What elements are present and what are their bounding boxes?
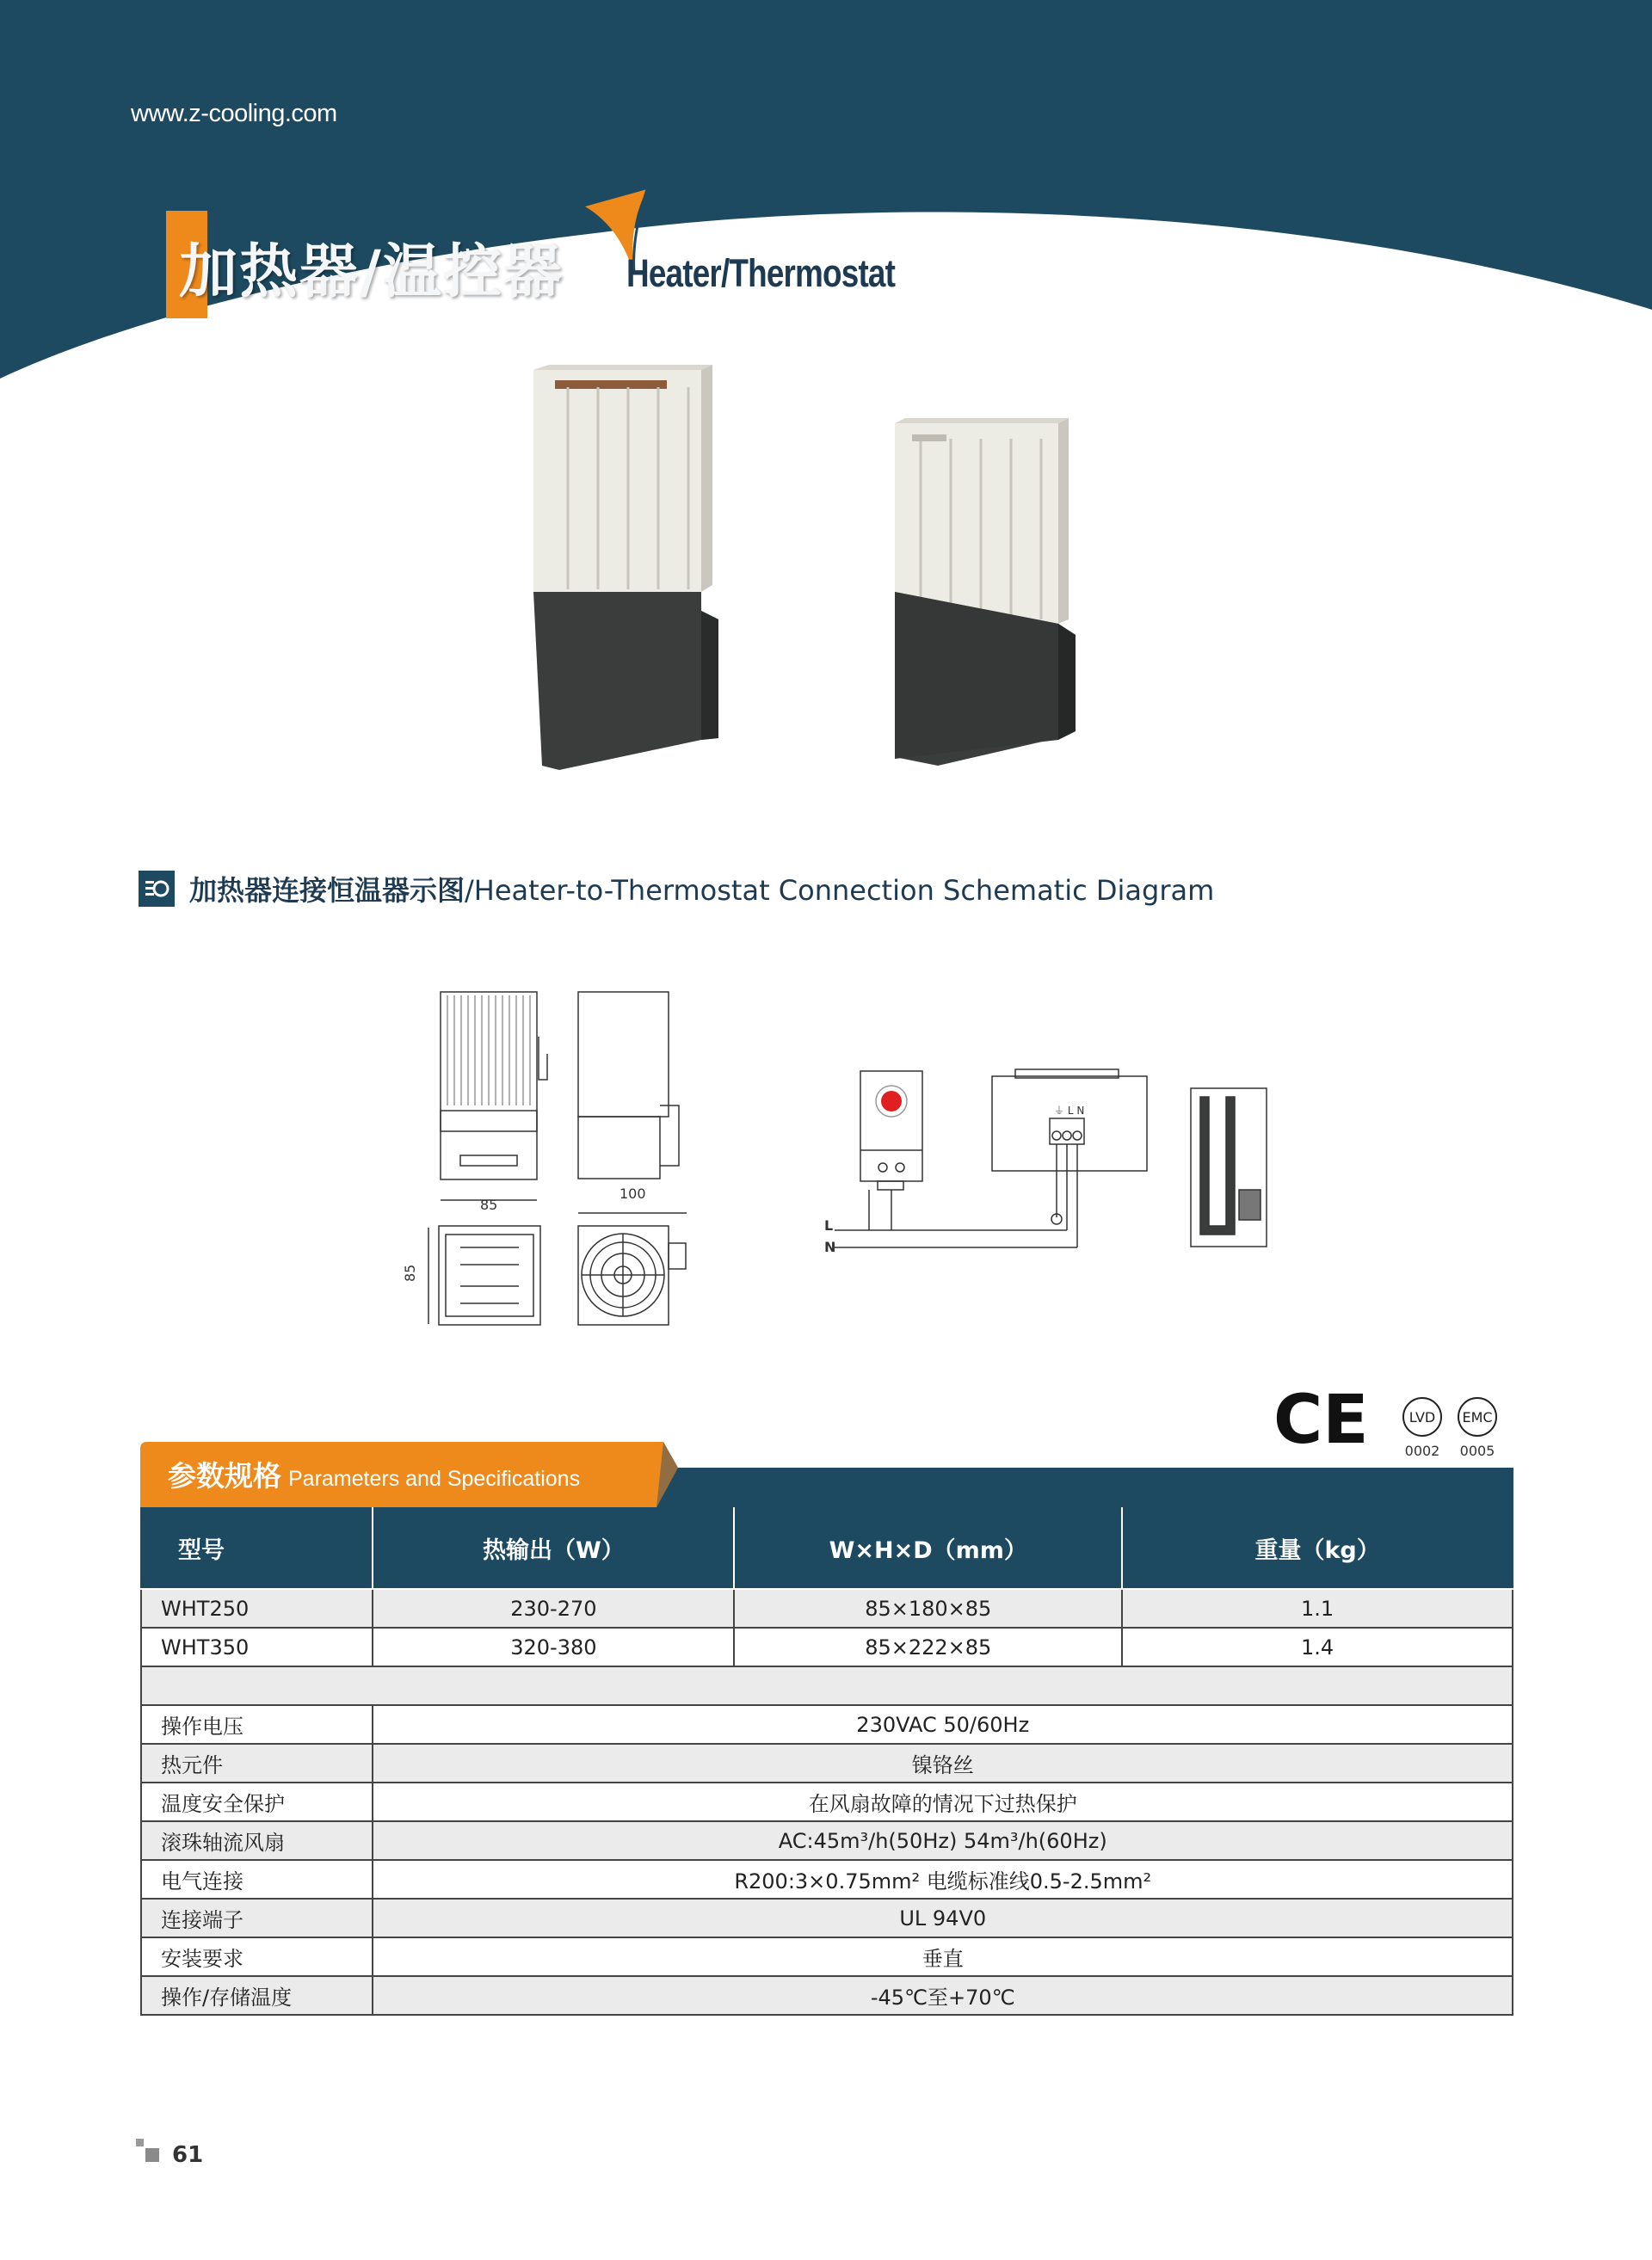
spec-row xyxy=(141,1860,1513,1899)
section-title-cn: 加热器连接恒温器示图 xyxy=(189,874,465,907)
line-n-label: N xyxy=(824,1239,836,1255)
spec-row xyxy=(141,1744,1513,1783)
heat-output-cell: 230-270 xyxy=(373,1589,734,1628)
model-cell: WHT250 xyxy=(141,1589,373,1628)
spec-value: UL 94V0 xyxy=(373,1899,1513,1937)
page-number: 61 xyxy=(172,2142,204,2168)
col-dimensions: W×H×D（mm） xyxy=(734,1507,1122,1589)
spec-value: 垂直 xyxy=(373,1937,1513,1976)
table-spacer-row xyxy=(141,1666,1513,1705)
section-title-en: /Heater-to-Thermostat Connection Schematic Diagram xyxy=(465,874,1215,907)
spec-row xyxy=(141,1821,1513,1860)
section-title xyxy=(189,869,1214,908)
spec-value: -45℃至+70℃ xyxy=(373,1976,1513,2015)
lvd-code: 0002 xyxy=(1404,1443,1440,1459)
weight-cell: 1.4 xyxy=(1122,1628,1513,1666)
spec-label: 安装要求 xyxy=(141,1937,373,1976)
ce-mark: CE xyxy=(1273,1382,1369,1459)
thermostat-dial-icon xyxy=(881,1091,902,1112)
spec-label: 操作/存储温度 xyxy=(141,1976,373,2015)
lvd-mark: LVD xyxy=(1409,1409,1436,1426)
spec-label: 连接端子 xyxy=(141,1899,373,1937)
heater-wht350-image xyxy=(533,365,718,770)
terminal-labels: ⏚ L N xyxy=(1054,1105,1085,1117)
table-row xyxy=(141,1589,1513,1628)
page-number-icon xyxy=(136,2139,163,2166)
dim-depth: 100 xyxy=(620,1185,646,1202)
spec-value: AC:45m³/h(50Hz) 54m³/h(60Hz) xyxy=(373,1821,1513,1860)
spec-table xyxy=(140,1507,1513,2016)
heater-wht250-image xyxy=(895,418,1076,766)
table-header-row xyxy=(141,1507,1513,1589)
page-title-en: Heater/Thermostat xyxy=(626,251,896,295)
header-banner xyxy=(0,0,1652,396)
heat-output-cell: 320-380 xyxy=(373,1628,734,1666)
spec-tab-cn: 参数规格 xyxy=(168,1459,281,1493)
dim-height: 85 xyxy=(402,1264,418,1282)
spec-row xyxy=(141,1705,1513,1744)
spec-label: 温度安全保护 xyxy=(141,1783,373,1821)
spec-label: 滚珠轴流风扇 xyxy=(141,1821,373,1860)
spec-row xyxy=(141,1899,1513,1937)
spec-row xyxy=(141,1976,1513,2015)
dimensions-cell: 85×222×85 xyxy=(734,1628,1122,1666)
emc-mark: EMC xyxy=(1462,1409,1493,1426)
spec-tab-en: Parameters and Specifications xyxy=(288,1467,581,1491)
dim-width: 85 xyxy=(480,1197,498,1213)
spacer-cell xyxy=(141,1666,1513,1705)
spec-value: 镍铬丝 xyxy=(373,1744,1513,1783)
col-heat-output: 热输出（W） xyxy=(373,1507,734,1589)
page-title-cn: 加热器/温控器 xyxy=(179,238,564,306)
spec-value: 在风扇故障的情况下过热保护 xyxy=(373,1783,1513,1821)
col-model: 型号 xyxy=(141,1507,373,1589)
heater-dimension-drawing xyxy=(428,992,687,1325)
line-l-label: L xyxy=(824,1217,834,1234)
spec-label: 热元件 xyxy=(141,1744,373,1783)
table-row xyxy=(141,1628,1513,1666)
emc-code: 0005 xyxy=(1459,1443,1495,1459)
spec-value: R200:3×0.75mm² 电缆标准线0.5-2.5mm² xyxy=(373,1860,1513,1899)
connection-schematic xyxy=(353,968,1308,1346)
site-url[interactable]: www.z-cooling.com xyxy=(131,100,337,127)
spec-row xyxy=(141,1783,1513,1821)
weight-cell: 1.1 xyxy=(1122,1589,1513,1628)
spec-tab-title xyxy=(168,1454,580,1494)
spec-row xyxy=(141,1937,1513,1976)
dimensions-cell: 85×180×85 xyxy=(734,1589,1122,1628)
model-cell: WHT350 xyxy=(141,1628,373,1666)
product-photos xyxy=(508,361,1110,783)
spec-label: 操作电压 xyxy=(141,1705,373,1744)
col-weight: 重量（kg） xyxy=(1122,1507,1513,1589)
spec-label: 电气连接 xyxy=(141,1860,373,1899)
spec-value: 230VAC 50/60Hz xyxy=(373,1705,1513,1744)
section-icon xyxy=(139,871,175,907)
